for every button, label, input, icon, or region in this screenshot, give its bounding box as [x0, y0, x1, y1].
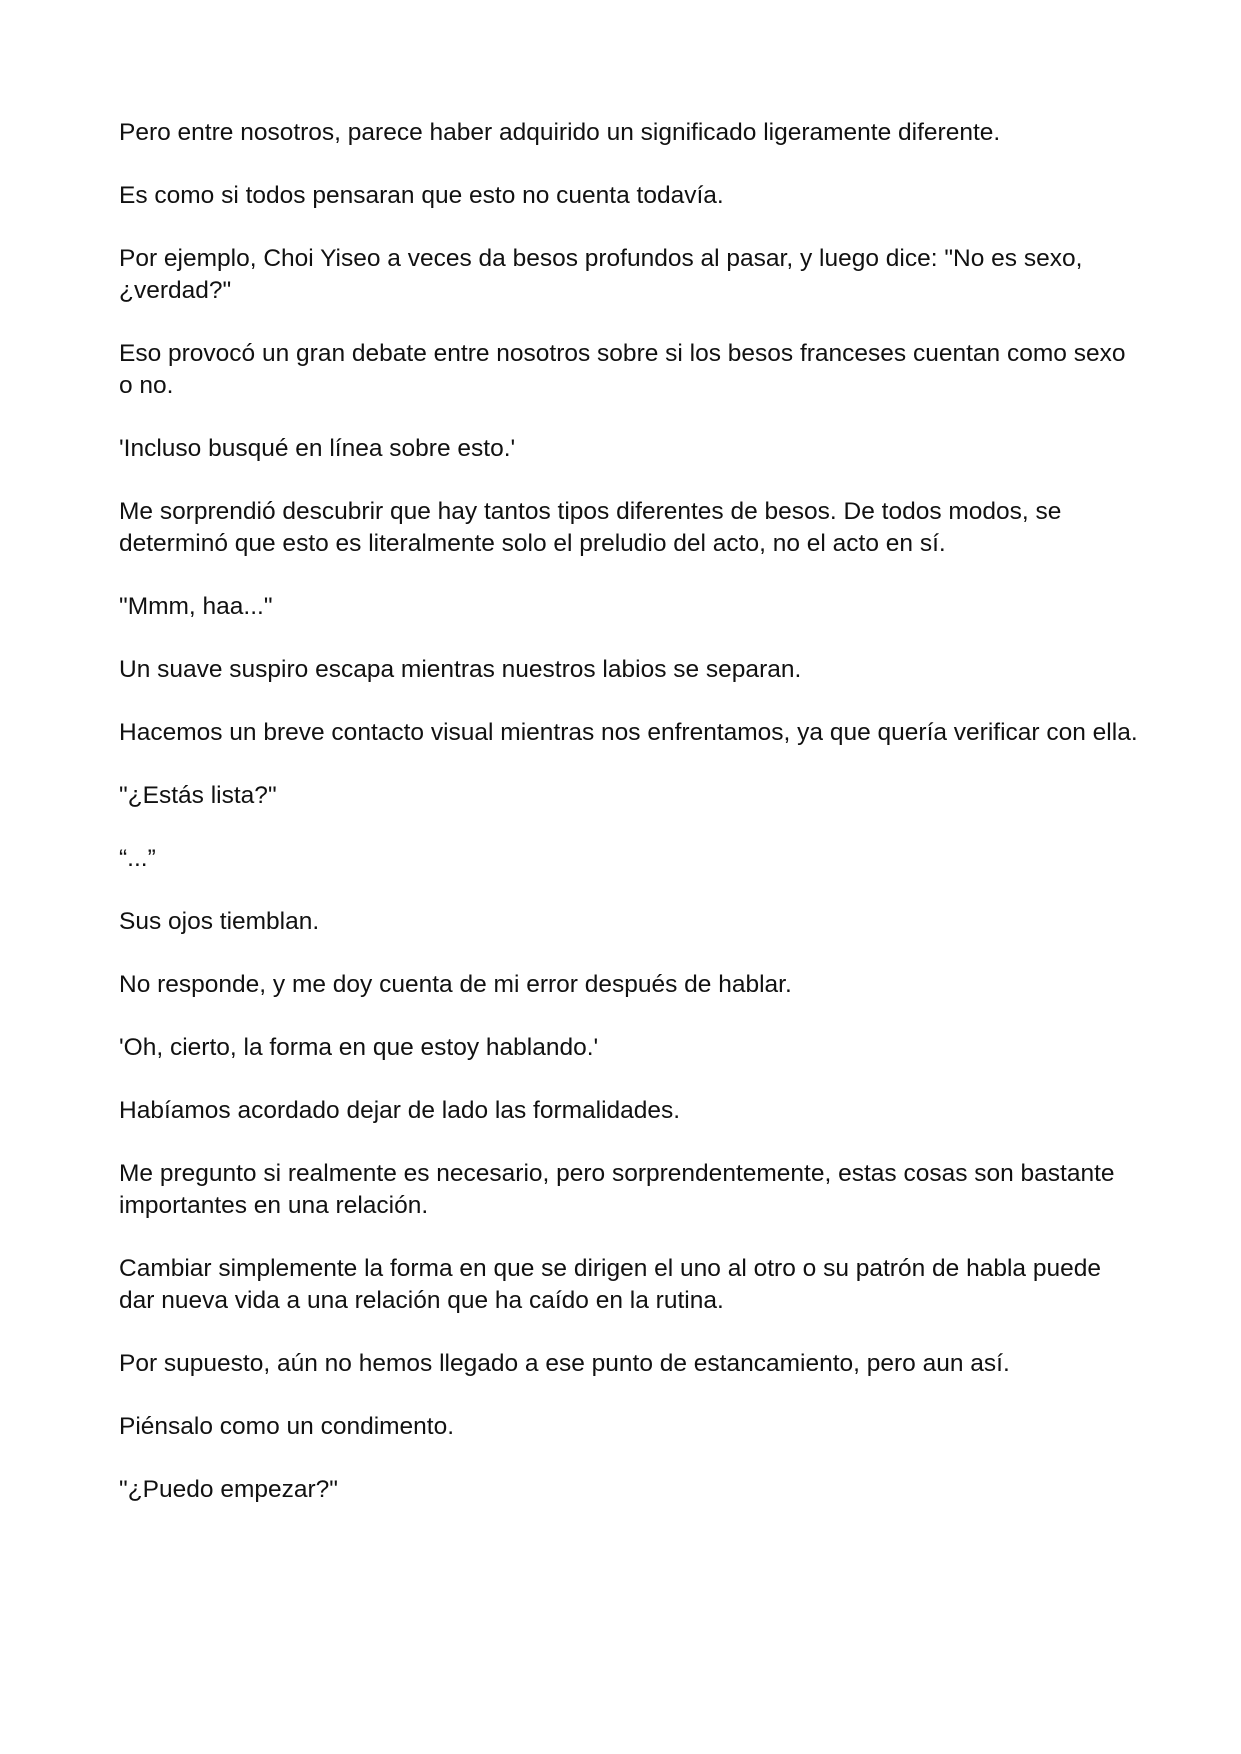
paragraph: Por supuesto, aún no hemos llegado a ese punto de estancamiento, pero aun así.	[119, 1350, 1010, 1377]
paragraph: "¿Estás lista?"	[119, 782, 277, 809]
paragraph: Sus ojos tiemblan.	[119, 908, 320, 935]
paragraph: Me sorprendió descubrir que hay tantos tipos diferentes de besos. De todos modos, se determinó que esto es literalmente solo el preludio del acto, no el acto en sí.	[119, 498, 1062, 557]
paragraph: "¿Puedo empezar?"	[119, 1476, 338, 1503]
paragraph: Por ejemplo, Choi Yiseo a veces da besos profundos al pasar, y luego dice: "No es sexo, ¿verdad?"	[119, 245, 1083, 304]
paragraph: “...”	[119, 845, 156, 872]
paragraph: Es como si todos pensaran que esto no cuenta todavía.	[119, 182, 724, 209]
paragraph: 'Incluso busqué en línea sobre esto.'	[119, 435, 516, 462]
paragraph: Habíamos acordado dejar de lado las formalidades.	[119, 1097, 681, 1124]
paragraph: Pero entre nosotros, parece haber adquirido un significado ligeramente diferente.	[119, 119, 1001, 146]
paragraph: Cambiar simplemente la forma en que se dirigen el uno al otro o su patrón de habla puede dar nueva vida a una relación que ha caído en la rutina.	[119, 1255, 1101, 1314]
paragraph: Me pregunto si realmente es necesario, pero sorprendentemente, estas cosas son bastante importantes en una relación.	[119, 1160, 1115, 1219]
paragraph: Piénsalo como un condimento.	[119, 1413, 455, 1440]
paragraph: No responde, y me doy cuenta de mi error después de hablar.	[119, 971, 792, 998]
paragraph: Eso provocó un gran debate entre nosotros sobre si los besos franceses cuentan como sexo o no.	[119, 340, 1126, 399]
paragraph: "Mmm, haa..."	[119, 593, 273, 620]
paragraph: 'Oh, cierto, la forma en que estoy hablando.'	[119, 1034, 599, 1061]
paragraph: Hacemos un breve contacto visual mientras nos enfrentamos, ya que quería verificar con ella.	[119, 719, 1138, 746]
paragraph: Un suave suspiro escapa mientras nuestros labios se separan.	[119, 656, 802, 683]
document-body	[119, 117, 1141, 1506]
